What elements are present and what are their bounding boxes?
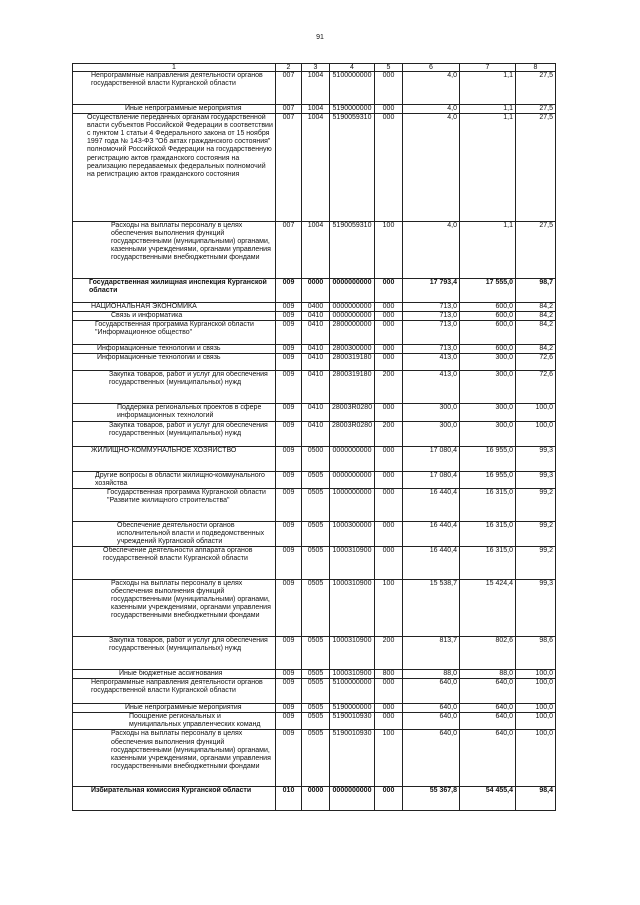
expense-type-code: 000 [375, 345, 403, 354]
ministry-code: 009 [276, 303, 302, 312]
approved-amount: 640,0 [403, 713, 460, 730]
row-name: Информационные технологии и связь [73, 345, 276, 354]
row-name: Информационные технологии и связь [73, 354, 276, 371]
expense-type-code: 800 [375, 670, 403, 679]
execution-percent: 98,7 [516, 279, 556, 303]
ministry-code: 009 [276, 679, 302, 704]
executed-amount: 300,0 [460, 404, 516, 421]
expense-type-code: 200 [375, 371, 403, 404]
approved-amount: 17 080,4 [403, 446, 460, 471]
section-code: 0410 [302, 312, 330, 321]
section-code: 0410 [302, 345, 330, 354]
target-article-code: 0000000000 [330, 446, 375, 471]
approved-amount: 15 538,7 [403, 580, 460, 637]
section-code: 0505 [302, 488, 330, 521]
target-article-code: 28003R0280 [330, 404, 375, 421]
executed-amount: 640,0 [460, 704, 516, 713]
approved-amount: 640,0 [403, 704, 460, 713]
table-row [73, 580, 556, 637]
ministry-code: 009 [276, 279, 302, 303]
target-article-code: 5190010930 [330, 730, 375, 787]
ministry-code: 009 [276, 488, 302, 521]
expense-type-code: 200 [375, 421, 403, 446]
table-row [73, 547, 556, 580]
ministry-code: 009 [276, 421, 302, 446]
table-header-row [73, 64, 556, 72]
approved-amount: 4,0 [403, 222, 460, 279]
target-article-code: 0000000000 [330, 279, 375, 303]
execution-percent: 100,0 [516, 730, 556, 787]
executed-amount: 640,0 [460, 713, 516, 730]
section-code: 0000 [302, 787, 330, 811]
execution-percent: 100,0 [516, 670, 556, 679]
table-row [73, 72, 556, 105]
executed-amount: 15 424,4 [460, 580, 516, 637]
ministry-code: 009 [276, 637, 302, 670]
approved-amount: 413,0 [403, 354, 460, 371]
target-article-code: 5190010930 [330, 713, 375, 730]
expense-type-code: 000 [375, 279, 403, 303]
ministry-code: 009 [276, 547, 302, 580]
row-name: Расходы на выплаты персоналу в целях обеспечения выполнения функций государственными (муниципальными) органами, казенными учреждениями, органами управления государственными внебюджетными фондами [73, 580, 276, 637]
approved-amount: 813,7 [403, 637, 460, 670]
target-article-code: 1000300000 [330, 521, 375, 546]
execution-percent: 98,4 [516, 787, 556, 811]
executed-amount: 54 455,4 [460, 787, 516, 811]
expense-type-code: 000 [375, 471, 403, 488]
expense-type-code: 000 [375, 105, 403, 114]
row-name: Обеспечение деятельности аппарата органов государственной власти Курганской области [73, 547, 276, 580]
approved-amount: 300,0 [403, 404, 460, 421]
section-code: 0505 [302, 670, 330, 679]
table-row [73, 704, 556, 713]
target-article-code: 0000000000 [330, 312, 375, 321]
executed-amount: 640,0 [460, 730, 516, 787]
table-row [73, 222, 556, 279]
execution-percent: 99,3 [516, 580, 556, 637]
execution-percent: 27,5 [516, 72, 556, 105]
execution-percent: 27,5 [516, 105, 556, 114]
approved-amount: 713,0 [403, 345, 460, 354]
approved-amount: 640,0 [403, 679, 460, 704]
table-row [73, 713, 556, 730]
execution-percent: 100,0 [516, 679, 556, 704]
expense-type-code: 100 [375, 580, 403, 637]
target-article-code: 5190059310 [330, 114, 375, 222]
executed-amount: 600,0 [460, 312, 516, 321]
execution-percent: 99,2 [516, 547, 556, 580]
row-name: Закупка товаров, работ и услуг для обеспечения государственных (муниципальных) нужд [73, 421, 276, 446]
target-article-code: 1000310900 [330, 670, 375, 679]
execution-percent: 100,0 [516, 421, 556, 446]
executed-amount: 300,0 [460, 371, 516, 404]
execution-percent: 99,2 [516, 488, 556, 521]
ministry-code: 007 [276, 72, 302, 105]
page-number: 91 [316, 34, 324, 41]
section-code: 1004 [302, 114, 330, 222]
ministry-code: 007 [276, 105, 302, 114]
execution-percent: 98,6 [516, 637, 556, 670]
execution-percent: 99,3 [516, 471, 556, 488]
row-name: Государственная программа Курганской области "Информационное общество" [73, 321, 276, 345]
column-header: 8 [516, 64, 556, 72]
ministry-code: 009 [276, 704, 302, 713]
target-article-code: 5190000000 [330, 105, 375, 114]
expense-type-code: 000 [375, 312, 403, 321]
ministry-code: 009 [276, 730, 302, 787]
table-body [73, 72, 556, 811]
row-name: Непрограммные направления деятельности органов государственной власти Курганской области [73, 679, 276, 704]
row-name: Поощрение региональных и муниципальных управленческих команд [73, 713, 276, 730]
execution-percent: 99,2 [516, 521, 556, 546]
section-code: 1004 [302, 105, 330, 114]
approved-amount: 713,0 [403, 321, 460, 345]
target-article-code: 1000310900 [330, 547, 375, 580]
table-row [73, 354, 556, 371]
row-name: Расходы на выплаты персоналу в целях обеспечения выполнения функций государственными (муниципальными) органами, казенными учреждениями, органами управления государственными внебюджетными фондами [73, 222, 276, 279]
ministry-code: 009 [276, 321, 302, 345]
target-article-code: 28003R0280 [330, 421, 375, 446]
table-row [73, 279, 556, 303]
executed-amount: 1,1 [460, 114, 516, 222]
expense-type-code: 000 [375, 547, 403, 580]
ministry-code: 010 [276, 787, 302, 811]
target-article-code: 1000310900 [330, 580, 375, 637]
section-code: 0505 [302, 547, 330, 580]
executed-amount: 300,0 [460, 354, 516, 371]
section-code: 0505 [302, 713, 330, 730]
approved-amount: 55 367,8 [403, 787, 460, 811]
table-row [73, 446, 556, 471]
column-header: 2 [276, 64, 302, 72]
executed-amount: 16 315,0 [460, 547, 516, 580]
executed-amount: 16 315,0 [460, 521, 516, 546]
execution-percent: 27,5 [516, 222, 556, 279]
row-name: Государственная жилищная инспекция Курганской области [73, 279, 276, 303]
table-row [73, 670, 556, 679]
target-article-code: 2800319180 [330, 371, 375, 404]
expense-type-code: 000 [375, 404, 403, 421]
section-code: 0410 [302, 404, 330, 421]
section-code: 0505 [302, 637, 330, 670]
executed-amount: 600,0 [460, 303, 516, 312]
table-row [73, 730, 556, 787]
table-row [73, 303, 556, 312]
expense-type-code: 000 [375, 787, 403, 811]
expense-type-code: 000 [375, 114, 403, 222]
expense-type-code: 200 [375, 637, 403, 670]
ministry-code: 009 [276, 713, 302, 730]
approved-amount: 4,0 [403, 72, 460, 105]
section-code: 0410 [302, 421, 330, 446]
execution-percent: 84,2 [516, 345, 556, 354]
executed-amount: 600,0 [460, 321, 516, 345]
executed-amount: 16 955,0 [460, 446, 516, 471]
expense-type-code: 000 [375, 72, 403, 105]
table-row [73, 321, 556, 345]
target-article-code: 1000000000 [330, 488, 375, 521]
row-name: ЖИЛИЩНО-КОММУНАЛЬНОЕ ХОЗЯЙСТВО [73, 446, 276, 471]
table-row [73, 404, 556, 421]
row-name: Избирательная комиссия Курганской области [73, 787, 276, 811]
executed-amount: 1,1 [460, 222, 516, 279]
row-name: Поддержка региональных проектов в сфере информационных технологий [73, 404, 276, 421]
target-article-code: 0000000000 [330, 303, 375, 312]
approved-amount: 16 440,4 [403, 488, 460, 521]
ministry-code: 007 [276, 222, 302, 279]
section-code: 0505 [302, 730, 330, 787]
row-name: Иные непрограммные мероприятия [73, 105, 276, 114]
execution-percent: 100,0 [516, 713, 556, 730]
expense-type-code: 000 [375, 303, 403, 312]
execution-percent: 99,3 [516, 446, 556, 471]
section-code: 0505 [302, 580, 330, 637]
section-code: 0505 [302, 471, 330, 488]
column-header: 3 [302, 64, 330, 72]
section-code: 0000 [302, 279, 330, 303]
executed-amount: 802,6 [460, 637, 516, 670]
ministry-code: 009 [276, 371, 302, 404]
executed-amount: 16 315,0 [460, 488, 516, 521]
budget-table [72, 63, 556, 811]
row-name: Закупка товаров, работ и услуг для обеспечения государственных (муниципальных) нужд [73, 637, 276, 670]
row-name: Осуществление переданных органам государственной власти субъектов Российской Федерации в соответствии с пунктом 1 статьи 4 Федерального закона от 15 ноября 1997 года № 143-ФЗ "Об актах гражданского состояния" полномочий Российской Федерации на государственную регистрацию актов гражданского состояния на реализацию передаваемых федеральных полномочий на регистрацию актов гражданского состояния [73, 114, 276, 222]
ministry-code: 009 [276, 354, 302, 371]
target-article-code: 0000000000 [330, 471, 375, 488]
execution-percent: 84,2 [516, 303, 556, 312]
approved-amount: 413,0 [403, 371, 460, 404]
approved-amount: 4,0 [403, 105, 460, 114]
ministry-code: 009 [276, 580, 302, 637]
target-article-code: 1000310900 [330, 637, 375, 670]
execution-percent: 72,6 [516, 371, 556, 404]
executed-amount: 1,1 [460, 72, 516, 105]
execution-percent: 100,0 [516, 704, 556, 713]
ministry-code: 009 [276, 312, 302, 321]
approved-amount: 4,0 [403, 114, 460, 222]
expense-type-code: 100 [375, 222, 403, 279]
target-article-code: 2800300000 [330, 345, 375, 354]
executed-amount: 640,0 [460, 679, 516, 704]
execution-percent: 27,5 [516, 114, 556, 222]
target-article-code: 2800000000 [330, 321, 375, 345]
executed-amount: 1,1 [460, 105, 516, 114]
executed-amount: 300,0 [460, 421, 516, 446]
ministry-code: 009 [276, 446, 302, 471]
target-article-code: 2800319180 [330, 354, 375, 371]
ministry-code: 009 [276, 471, 302, 488]
approved-amount: 713,0 [403, 312, 460, 321]
approved-amount: 16 440,4 [403, 547, 460, 580]
column-header: 4 [330, 64, 375, 72]
target-article-code: 5190059310 [330, 222, 375, 279]
column-header: 1 [73, 64, 276, 72]
expense-type-code: 000 [375, 446, 403, 471]
executed-amount: 17 555,0 [460, 279, 516, 303]
row-name: Государственная программа Курганской области "Развитие жилищного строительства" [73, 488, 276, 521]
section-code: 0505 [302, 704, 330, 713]
table-row [73, 787, 556, 811]
table-row [73, 345, 556, 354]
ministry-code: 009 [276, 404, 302, 421]
table-row [73, 637, 556, 670]
approved-amount: 640,0 [403, 730, 460, 787]
row-name: Иные бюджетные ассигнования [73, 670, 276, 679]
section-code: 1004 [302, 222, 330, 279]
ministry-code: 009 [276, 345, 302, 354]
section-code: 1004 [302, 72, 330, 105]
approved-amount: 16 440,4 [403, 521, 460, 546]
expense-type-code: 000 [375, 488, 403, 521]
section-code: 0505 [302, 521, 330, 546]
row-name: Расходы на выплаты персоналу в целях обеспечения выполнения функций государственными (муниципальными) органами, казенными учреждениями, органами управления государственными внебюджетными фондами [73, 730, 276, 787]
execution-percent: 72,6 [516, 354, 556, 371]
row-name: Закупка товаров, работ и услуг для обеспечения государственных (муниципальных) нужд [73, 371, 276, 404]
column-header: 7 [460, 64, 516, 72]
ministry-code: 009 [276, 670, 302, 679]
expense-type-code: 000 [375, 354, 403, 371]
execution-percent: 84,2 [516, 312, 556, 321]
section-code: 0410 [302, 354, 330, 371]
approved-amount: 88,0 [403, 670, 460, 679]
expense-type-code: 100 [375, 730, 403, 787]
expense-type-code: 000 [375, 704, 403, 713]
execution-percent: 100,0 [516, 404, 556, 421]
approved-amount: 17 080,4 [403, 471, 460, 488]
table-row [73, 105, 556, 114]
ministry-code: 007 [276, 114, 302, 222]
expense-type-code: 000 [375, 521, 403, 546]
target-article-code: 5100000000 [330, 679, 375, 704]
column-header: 6 [403, 64, 460, 72]
execution-percent: 84,2 [516, 321, 556, 345]
expense-type-code: 000 [375, 321, 403, 345]
target-article-code: 5190000000 [330, 704, 375, 713]
executed-amount: 600,0 [460, 345, 516, 354]
row-name: Другие вопросы в области жилищно-коммунального хозяйства [73, 471, 276, 488]
ministry-code: 009 [276, 521, 302, 546]
expense-type-code: 000 [375, 679, 403, 704]
table-row [73, 488, 556, 521]
target-article-code: 0000000000 [330, 787, 375, 811]
table-row [73, 521, 556, 546]
row-name: НАЦИОНАЛЬНАЯ ЭКОНОМИКА [73, 303, 276, 312]
section-code: 0505 [302, 679, 330, 704]
row-name: Иные непрограммные мероприятия [73, 704, 276, 713]
section-code: 0410 [302, 321, 330, 345]
section-code: 0410 [302, 371, 330, 404]
table-row [73, 371, 556, 404]
section-code: 0400 [302, 303, 330, 312]
table-row [73, 312, 556, 321]
row-name: Обеспечение деятельности органов исполнительной власти и подведомственных учреждений Курганской области [73, 521, 276, 546]
expense-type-code: 000 [375, 713, 403, 730]
column-header: 5 [375, 64, 403, 72]
table-row [73, 679, 556, 704]
row-name: Непрограммные направления деятельности органов государственной власти Курганской области [73, 72, 276, 105]
executed-amount: 16 955,0 [460, 471, 516, 488]
table-row [73, 114, 556, 222]
approved-amount: 300,0 [403, 421, 460, 446]
table-row [73, 471, 556, 488]
target-article-code: 5100000000 [330, 72, 375, 105]
row-name: Связь и информатика [73, 312, 276, 321]
approved-amount: 713,0 [403, 303, 460, 312]
approved-amount: 17 793,4 [403, 279, 460, 303]
section-code: 0500 [302, 446, 330, 471]
table-row [73, 421, 556, 446]
executed-amount: 88,0 [460, 670, 516, 679]
